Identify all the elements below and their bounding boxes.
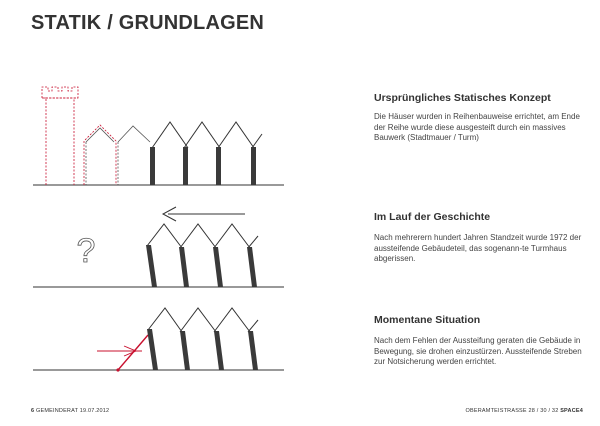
support-strut	[118, 335, 148, 370]
section-heading-current-situation: Momentane Situation	[374, 314, 481, 326]
page-title: STATIK / GRUNDLAGEN	[31, 12, 265, 34]
footer-right	[466, 408, 583, 414]
section-text-current-situation: Nach dem Fehlen der Aussteifung geraten die Gebäude in Bewegung, sie drohen einzustürzen. Aussteifende Streben zur Notsicherung werden errichtet.	[374, 336, 582, 366]
diagram-history	[33, 207, 284, 287]
section-text-history: Nach mehrerern hundert Jahren Standzeit wurde 1972 der aussteifende Gebäudeteil, das sogenann-te Turmhaus abgerissen.	[374, 233, 582, 263]
page-number: 6	[31, 408, 35, 414]
tower-outline	[42, 87, 78, 185]
section-text-original-concept: Die Häuser wurden in Reihenbauweise errichtet, am Ende der Reihe wurde diese ausgesteift durch ein massives Bauwerk (Stadtmauer / Turm)	[374, 112, 580, 142]
diagram-current-situation	[33, 308, 284, 372]
neighbor-house-outline	[86, 126, 150, 185]
footer-left	[31, 408, 109, 414]
footer-brand: SPACE4	[560, 408, 583, 414]
row-houses-roofs	[152, 122, 262, 148]
braced-houses-walls	[147, 329, 258, 370]
question-mark: ?	[76, 232, 96, 270]
tilted-houses-walls	[146, 245, 257, 287]
tilted-houses-roofs	[147, 224, 258, 248]
arrow-left-icon	[163, 207, 245, 221]
section-heading-history: Im Lauf der Geschichte	[374, 211, 491, 223]
ghost-houses	[84, 125, 116, 185]
force-arrow-icon	[97, 346, 142, 356]
footer-right-text: OBERAMTEISTRASSE 28 / 30 / 32	[465, 408, 559, 414]
footer-left-text: GEMEINDERAT 19.07.2012	[36, 408, 110, 414]
braced-houses-roofs	[148, 308, 258, 332]
strut-foot	[116, 368, 119, 371]
section-heading-original-concept: Ursprüngliches Statisches Konzept	[374, 92, 551, 104]
row-houses-walls	[150, 147, 256, 185]
diagram-original-concept	[33, 87, 284, 185]
